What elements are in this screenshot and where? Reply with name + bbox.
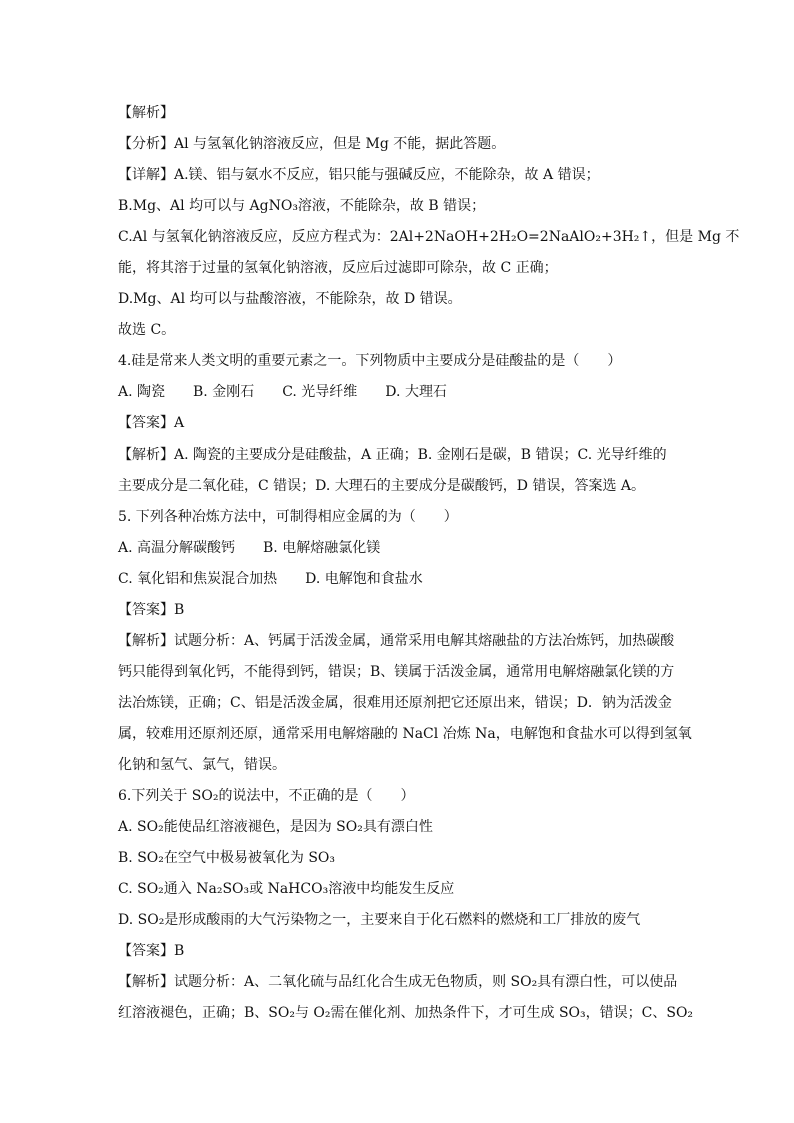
question-5-stem: 5. 下列各种冶炼方法中，可制得相应金属的为（ ） <box>118 509 458 525</box>
text-line: 【解析】试题分析：A、钙属于活泼金属，通常采用电解其熔融盐的方法冶炼钙，加热碳酸 <box>118 633 675 649</box>
text-line: 钙只能得到氧化钙，不能得到钙，错误；B、镁属于活泼金属，通常用电解熔融氯化镁的方 <box>118 664 675 680</box>
text-line: 【详解】A.镁、铝与氨水不反应，铝只能与强碱反应，不能除杂，故 A 错误； <box>118 167 600 183</box>
question-6-option-c: C. SO₂通入 Na₂SO₃或 NaHCO₃溶液中均能发生反应 <box>118 881 455 897</box>
text-line: 主要成分是二氧化硅，C 错误；D. 大理石的主要成分是碳酸钙，D 错误，答案选 A。 <box>118 478 646 494</box>
text-line: 能，将其溶于过量的氢氧化钠溶液，反应后过滤即可除杂，故 C 正确； <box>118 260 558 276</box>
text-line: 【分析】Al 与氢氧化钠溶液反应，但是 Mg 不能，据此答题。 <box>118 136 506 152</box>
answer-label: 【答案】B <box>118 602 185 618</box>
text-line: 故选 C。 <box>118 322 176 338</box>
text-line: B.Mg、Al 均可以与 AgNO₃溶液，不能除杂，故 B 错误； <box>118 198 486 214</box>
question-6-option-b: B. SO₂在空气中极易被氧化为 SO₃ <box>118 850 335 866</box>
text-line: 【解析】试题分析：A、二氧化硫与品红化合生成无色物质，则 SO₂具有漂白性，可以使品 <box>118 974 678 990</box>
text-line: 【解析】A. 陶瓷的主要成分是硅酸盐，A 正确；B. 金刚石是碳，B 错误；C. 光导纤维的 <box>118 447 667 463</box>
text-line: D.Mg、Al 均可以与盐酸溶液，不能除杂，故 D 错误。 <box>118 291 462 307</box>
question-5-options: C. 氧化铝和焦炭混合加热 D. 电解饱和食盐水 <box>118 571 423 587</box>
text-line: C.Al 与氢氧化钠溶液反应，反应方程式为：2Al+2NaOH+2H₂O=2NaAlO₂+3H₂↑，但是 Mg 不 <box>118 229 740 245</box>
question-5-options: A. 高温分解碳酸钙 B. 电解熔融氯化镁 <box>118 540 381 556</box>
text-line: 法冶炼镁，正确；C、铝是活泼金属，很难用还原剂把它还原出来，错误；D．钠为活泼金 <box>118 695 672 711</box>
question-6-option-a: A. SO₂能使品红溶液褪色，是因为 SO₂具有漂白性 <box>118 819 433 835</box>
answer-label: 【答案】B <box>118 943 185 959</box>
text-line: 属，较难用还原剂还原，通常采用电解熔融的 NaCl 冶炼 Na，电解饱和食盐水可以得到氢氧 <box>118 726 692 742</box>
text-line: 化钠和氢气、氯气，错误。 <box>118 757 286 773</box>
question-4-options: A. 陶瓷 B. 金刚石 C. 光导纤维 D. 大理石 <box>118 384 447 400</box>
question-4-stem: 4.硅是常来人类文明的重要元素之一。下列物质中主要成分是硅酸盐的是（ ） <box>118 353 622 369</box>
text-line: 红溶液褪色，正确；B、SO₂与 O₂需在催化剂、加热条件下，才可生成 SO₃，错误；C、SO₂ <box>118 1005 694 1021</box>
question-6-option-d: D. SO₂是形成酸雨的大气污染物之一，主要来自于化石燃料的燃烧和工厂排放的废气 <box>118 912 641 928</box>
question-6-stem: 6.下列关于 SO₂的说法中，不正确的是（ ） <box>118 788 415 804</box>
text-line: 【解析】 <box>118 105 174 121</box>
answer-label: 【答案】A <box>118 415 185 431</box>
